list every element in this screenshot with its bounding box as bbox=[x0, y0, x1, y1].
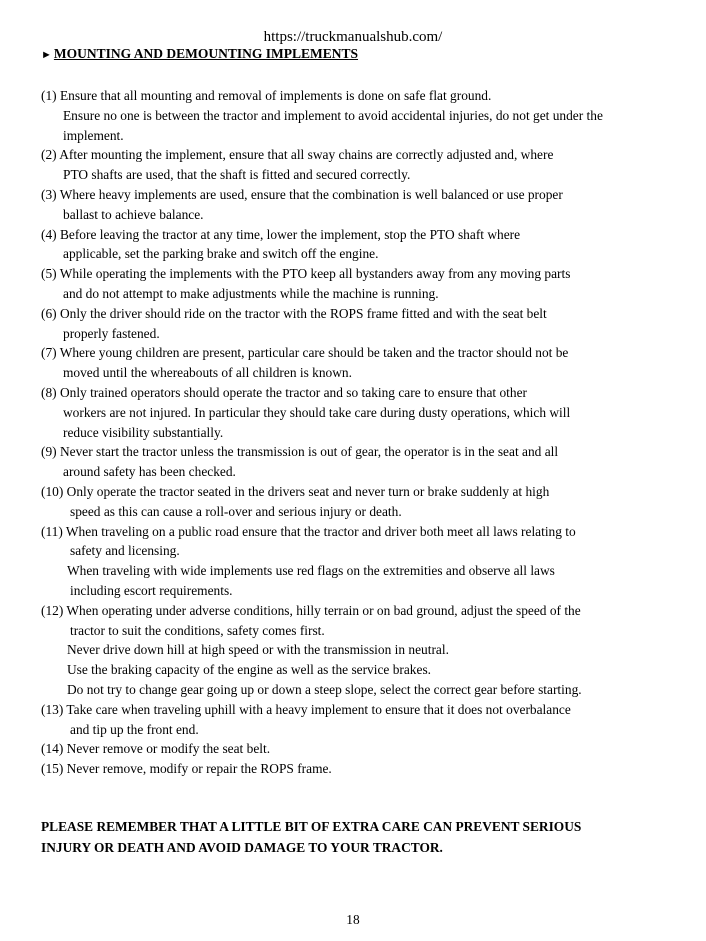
rule-line: speed as this can cause a roll-over and serious injury or death. bbox=[70, 503, 402, 519]
rule-line: When traveling with wide implements use red flags on the extremities and observe all laws bbox=[67, 563, 555, 579]
rule-line: (6) Only the driver should ride on the tractor with the ROPS frame fitted and with the seat belt bbox=[41, 305, 547, 321]
rule-line: ballast to achieve balance. bbox=[63, 206, 204, 222]
warning-line: INJURY OR DEATH AND AVOID DAMAGE TO YOUR TRACTOR. bbox=[41, 839, 443, 855]
warning-line: PLEASE REMEMBER THAT A LITTLE BIT OF EXTRA CARE CAN PREVENT SERIOUS bbox=[41, 819, 582, 834]
rule-line: and do not attempt to make adjustments while the machine is running. bbox=[63, 285, 439, 301]
rule-line: Do not try to change gear going up or down a steep slope, select the correct gear before starting. bbox=[67, 681, 582, 697]
rule-line: safety and licensing. bbox=[70, 543, 180, 559]
rule-line: Use the braking capacity of the engine as well as the service brakes. bbox=[67, 662, 432, 678]
rule-line: Ensure no one is between the tractor and implement to avoid accidental injuries, do not get under the bbox=[63, 107, 603, 123]
rule-line: (12) When operating under adverse conditions, hilly terrain or on bad ground, adjust the speed of the bbox=[41, 602, 581, 618]
rule-line: (9) Never start the tractor unless the transmission is out of gear, the operator is in the seat and all bbox=[41, 444, 559, 460]
rule-line: around safety has been checked. bbox=[63, 464, 236, 480]
rule-line: and tip up the front end. bbox=[70, 721, 199, 737]
header-url[interactable]: https://truckmanualshub.com/ bbox=[263, 29, 443, 45]
rule-line: (3) Where heavy implements are used, ensure that the combination is well balanced or use proper bbox=[41, 186, 563, 202]
rule-line: (8) Only trained operators should operate the tractor and so taking care to ensure that other bbox=[41, 384, 527, 400]
rule-line: including escort requirements. bbox=[70, 582, 233, 598]
rule-line: (11) When traveling on a public road ensure that the tractor and driver both meet all laws relating to bbox=[41, 523, 576, 539]
rule-line: (13) Take care when traveling uphill with a heavy implement to ensure that it does not overbalance bbox=[41, 701, 571, 717]
rule-line: (4) Before leaving the tractor at any time, lower the implement, stop the PTO shaft where bbox=[41, 226, 521, 242]
rule-line: reduce visibility substantially. bbox=[63, 424, 224, 440]
safety-rules-list bbox=[41, 86, 681, 779]
warning-notice bbox=[41, 817, 681, 858]
rule-line: (7) Where young children are present, particular care should be taken and the tractor should not be bbox=[41, 345, 569, 361]
section-title bbox=[41, 45, 358, 64]
rule-line: (2) After mounting the implement, ensure that all sway chains are correctly adjusted and, where bbox=[41, 147, 554, 163]
rule-line: (14) Never remove or modify the seat belt. bbox=[41, 741, 271, 757]
rule-line: Never drive down hill at high speed or with the transmission in neutral. bbox=[67, 642, 449, 658]
rule-line: (5) While operating the implements with the PTO keep all bystanders away from any moving parts bbox=[41, 266, 571, 282]
rule-line: implement. bbox=[63, 127, 124, 143]
section-title-text: MOUNTING AND DEMOUNTING IMPLEMENTS bbox=[53, 46, 359, 61]
rule-line: workers are not injured. In particular they should take care during dusty operations, which will bbox=[63, 404, 571, 420]
arrow-right-icon: ► bbox=[41, 49, 52, 61]
page-number: 18 bbox=[346, 912, 360, 927]
rule-line: (15) Never remove, modify or repair the ROPS frame. bbox=[41, 761, 332, 777]
rule-line: properly fastened. bbox=[63, 325, 160, 341]
rule-line: (10) Only operate the tractor seated in the drivers seat and never turn or brake suddenly at high bbox=[41, 483, 550, 499]
rule-line: tractor to suit the conditions, safety comes first. bbox=[70, 622, 325, 638]
rule-line: (1) Ensure that all mounting and removal of implements is done on safe flat ground. bbox=[41, 88, 492, 103]
rule-line: applicable, set the parking brake and switch off the engine. bbox=[63, 246, 379, 262]
rule-line: PTO shafts are used, that the shaft is fitted and secured correctly. bbox=[63, 167, 411, 183]
rule-line: moved until the whereabouts of all children is known. bbox=[63, 365, 352, 381]
